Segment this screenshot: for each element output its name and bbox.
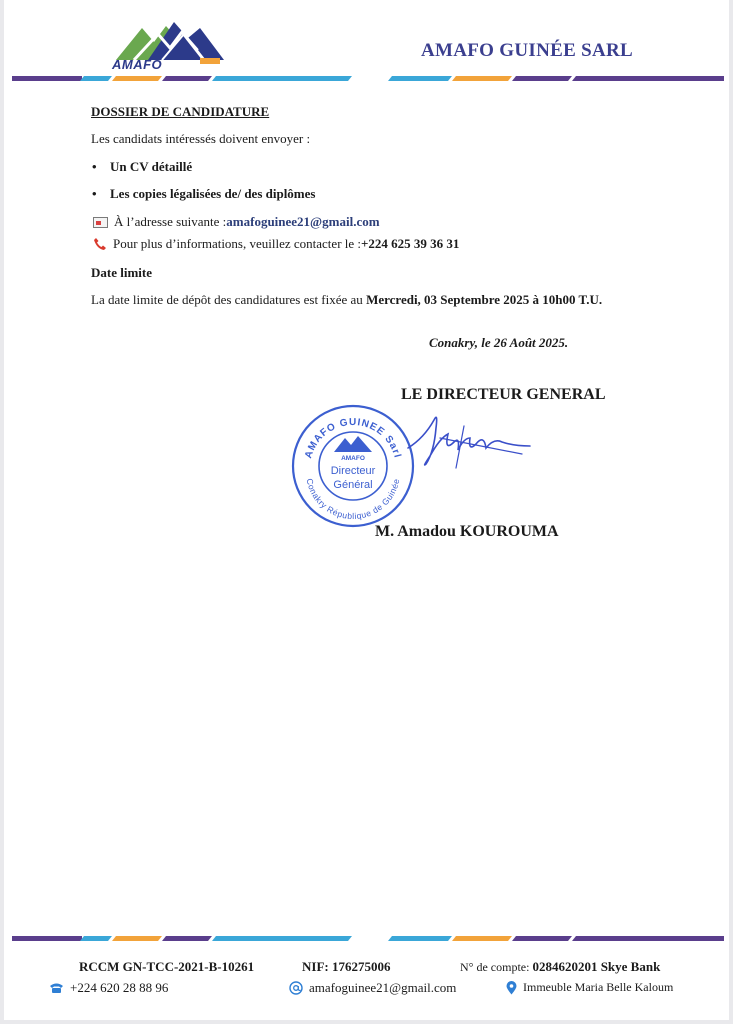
handwritten-signature bbox=[404, 408, 534, 474]
svg-text:Général: Général bbox=[333, 479, 373, 491]
logo-text: AMAFO bbox=[112, 57, 163, 72]
contact-phone[interactable]: +224 625 39 36 31 bbox=[361, 236, 460, 251]
intro-text: Les candidats intéressés doivent envoyer : bbox=[91, 131, 311, 146]
info-line bbox=[93, 236, 459, 252]
phone-icon bbox=[93, 237, 107, 251]
header-stripe bbox=[12, 75, 724, 83]
page-title: DOSSIER DE CANDIDATURE bbox=[91, 104, 270, 119]
contact-email[interactable]: amafoguinee21@gmail.com bbox=[226, 214, 380, 229]
deadline-text: La date limite de dépôt des candidatures est fixée au Mercredi, 03 Septembre 2025 à 10h00 T.U. bbox=[91, 292, 603, 307]
address-line bbox=[93, 214, 380, 230]
list-item: • Un CV détaillé bbox=[110, 159, 192, 175]
location-pin-icon bbox=[506, 981, 517, 995]
telephone-icon bbox=[49, 982, 64, 994]
letter-page bbox=[4, 0, 729, 1020]
info-label: Pour plus d’informations, veuillez contacter le : bbox=[113, 236, 362, 251]
footer-email: amafoguinee21@gmail.com bbox=[289, 980, 456, 996]
svg-text:Conakry République de Guinée: Conakry République de Guinée bbox=[304, 477, 402, 522]
company-name: AMAFO GUINÉE SARL bbox=[420, 40, 633, 61]
footer-rccm: RCCM GN-TCC-2021-B-10261 bbox=[79, 959, 255, 974]
svg-text:AMAFO: AMAFO bbox=[341, 455, 365, 462]
footer-account: N° de compte: 0284620201 Skye Bank bbox=[460, 959, 661, 974]
svg-text:AMAFO GUINEE Sarl: AMAFO GUINEE Sarl bbox=[303, 416, 403, 460]
footer-phone: +224 620 28 88 96 bbox=[49, 980, 168, 996]
signatory-name: M. Amadou KOUROUMA bbox=[375, 523, 559, 540]
at-icon bbox=[289, 981, 303, 995]
footer-stripe bbox=[12, 935, 724, 943]
place-and-date: Conakry, le 26 Août 2025. bbox=[429, 335, 569, 350]
company-logo bbox=[104, 14, 230, 76]
footer-address: Immeuble Maria Belle Kaloum bbox=[506, 980, 673, 995]
svg-text:Directeur: Directeur bbox=[330, 465, 376, 477]
signatory-title: LE DIRECTEUR GENERAL bbox=[401, 386, 606, 403]
deadline-heading: Date limite bbox=[91, 265, 153, 280]
address-label: À l’adresse suivante : bbox=[114, 214, 227, 229]
official-stamp bbox=[288, 400, 418, 530]
footer-nif: NIF: 176275006 bbox=[302, 959, 391, 974]
deadline-date: Mercredi, 03 Septembre 2025 à 10h00 T.U. bbox=[366, 292, 603, 307]
email-icon bbox=[93, 217, 108, 228]
list-item: • Les copies légalisées de/ des diplômes bbox=[110, 186, 315, 202]
